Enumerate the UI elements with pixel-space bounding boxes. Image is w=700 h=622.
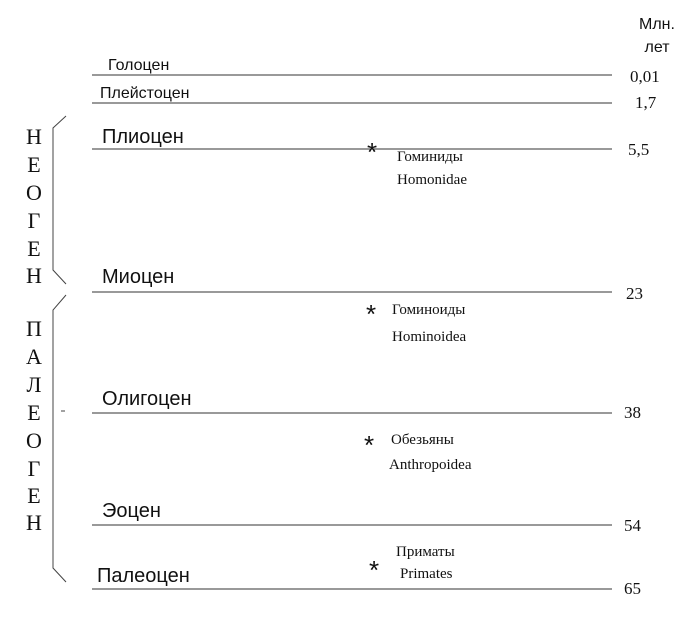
taxon-name-lat: Primates	[400, 566, 453, 582]
paleogen-letter-7: Е	[27, 483, 41, 508]
paleogen-letter-2: А	[26, 344, 42, 369]
taxon-asterisk-icon: *	[363, 430, 375, 460]
epoch-label-paleocene: Палеоцен	[97, 565, 190, 587]
age-value-miocene: 23	[626, 284, 643, 303]
epoch-label-eocene: Эоцен	[102, 500, 161, 522]
taxon-name-lat: Anthropoidea	[389, 457, 472, 473]
epoch-label-pliocene: Плиоцен	[102, 126, 184, 148]
paleogen-letter-4: Е	[27, 400, 41, 425]
neogen-letter-3: О	[26, 180, 42, 205]
taxon-name-ru: Приматы	[396, 544, 455, 560]
paleogen-letter-8: Н	[26, 510, 42, 535]
taxon-hominoidea	[366, 299, 467, 345]
epoch-label-oligocene: Олигоцен	[102, 388, 192, 410]
age-value-pleistocene: 1,7	[635, 93, 657, 112]
taxon-hominidae	[367, 137, 467, 188]
paleogen-letter-3: Л	[26, 372, 42, 397]
paleogen-letter-1: П	[26, 316, 42, 341]
neogen-letter-5: Е	[27, 236, 41, 261]
neogen-letter-6: Н	[26, 263, 42, 288]
taxon-asterisk-icon: *	[366, 137, 378, 167]
units-label-line2: лет	[644, 39, 670, 56]
paleogen-letter-6: Г	[27, 456, 41, 481]
taxon-primates	[369, 544, 455, 585]
units-label-line1: Млн.	[639, 16, 675, 33]
epoch-label-pleistocene: Плейстоцен	[100, 85, 190, 102]
neogen-bracket	[53, 116, 66, 284]
neogen-letter-2: Е	[27, 152, 41, 177]
taxon-name-ru: Обезьяны	[391, 432, 454, 448]
period-label-neogen	[26, 124, 42, 288]
taxon-name-ru: Гоминиды	[397, 149, 463, 165]
taxon-name-ru: Гоминоиды	[392, 302, 466, 318]
taxon-name-lat: Hominoidea	[392, 329, 467, 345]
age-value-oligocene: 38	[624, 403, 641, 422]
neogen-letter-4: Г	[27, 208, 41, 233]
taxon-asterisk-icon: *	[365, 299, 377, 329]
age-value-eocene: 54	[624, 516, 641, 535]
paleogen-bracket	[53, 295, 66, 582]
period-label-paleogen	[26, 316, 42, 535]
epoch-label-miocene: Миоцен	[102, 266, 175, 288]
taxon-name-lat: Homonidae	[397, 172, 467, 188]
epoch-label-holocene: Голоцен	[108, 57, 170, 74]
age-value-holocene: 0,01	[630, 67, 660, 86]
age-value-pliocene: 5,5	[628, 140, 650, 159]
neogen-letter-1: Н	[26, 124, 42, 149]
age-value-paleocene: 65	[624, 579, 641, 598]
taxon-anthropoidea	[364, 430, 472, 473]
taxon-asterisk-icon: *	[368, 555, 380, 585]
paleogen-letter-5: О	[26, 428, 42, 453]
